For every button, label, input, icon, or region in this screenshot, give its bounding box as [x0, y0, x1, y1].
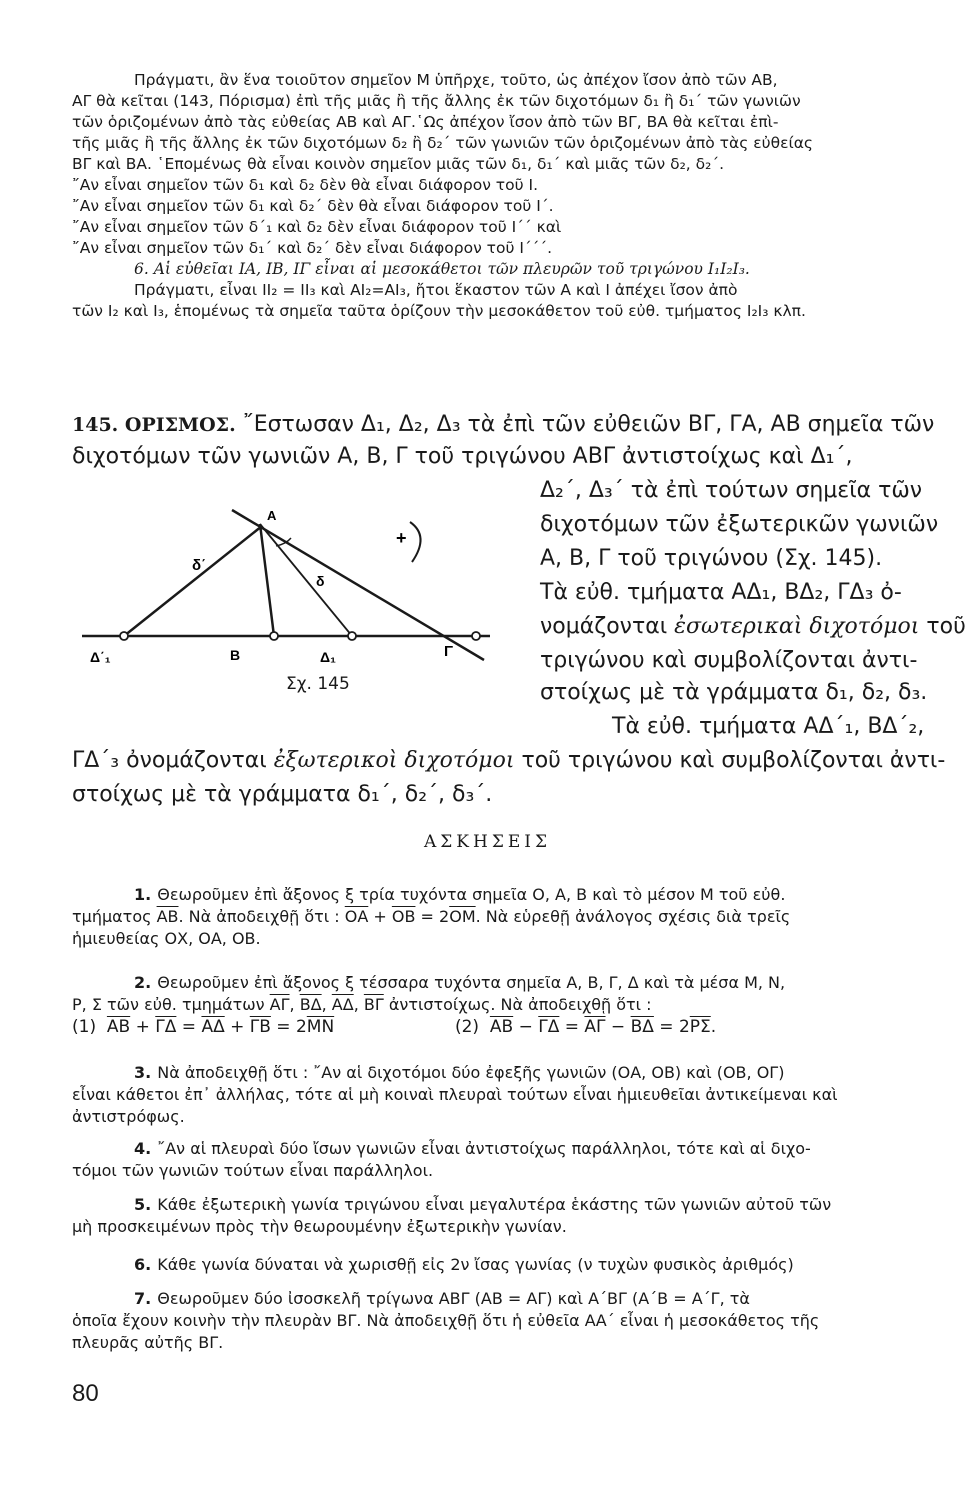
exercise-number: 1.: [134, 885, 152, 904]
text-line: τῆς μιᾶς ἢ τῆς ἄλλης ἐκ τῶν διχοτόμων δ₂ ἢ δ₂΄ τῶν γωνιῶν τῶν ὁριζομένων ἀπὸ τὰς εὐθείας: [72, 134, 814, 152]
segment: $\overline{OB}$: [391, 907, 416, 926]
exercise-number: 5.: [134, 1195, 152, 1214]
segment: $\overline{A\Delta}$: [331, 995, 354, 1014]
label-delta-prime: δ΄: [192, 557, 207, 574]
text-line: Θεωροῦμεν ἐπὶ ἄξονος ξ τέσσαρα τυχόντα σημεῖα Α, Β, Γ, Δ καὶ τὰ μέσα Μ, Ν,: [157, 973, 786, 992]
exercise-number: 6.: [134, 1255, 152, 1274]
text-line: πλευρᾶς αὐτῆς ΒΓ.: [72, 1333, 224, 1352]
text-line: Κάθε ἐξωτερικὴ γωνία τριγώνου εἶναι μεγαλυτέρα ἑκάστης τῶν γωνιῶν αὐτοῦ τῶν: [157, 1195, 832, 1214]
text-line: τῶν ὁριζομένων ἀπὸ τὰς εὐθείας ΑΒ καὶ ΑΓ.῾Ως ἀπέχον ἴσον ἀπὸ τῶν ΒΓ, ΒΑ θὰ κεῖται ἐπὶ-: [72, 113, 779, 131]
text-line: ῎Αν αἱ πλευραὶ δύο ἴσων γωνιῶν εἶναι ἀντιστοίχως παράλληλοι, τότε καὶ αἱ διχο-: [157, 1139, 811, 1158]
segment: $\overline{AB}$: [156, 907, 179, 926]
text-line: [540, 612, 968, 642]
text-line: Κάθε γωνία δύναται νὰ χωρισθῇ εἰς 2ν ἴσας γωνίας (ν τυχὼν φυσικὸς ἀριθμός): [157, 1255, 794, 1274]
text-line: ἀντιστρόφως.: [72, 1107, 185, 1126]
text-line: στοίχως μὲ τὰ γράμματα δ₁΄, δ₂΄, δ₃΄.: [72, 782, 493, 807]
segment: $\overline{\Gamma\Delta}$: [155, 1017, 177, 1037]
text-line: ἡμιευθείας ΟΧ, ΟΑ, ΟΒ.: [72, 929, 261, 948]
exercise-3: [72, 1062, 968, 1128]
text-span: ἀντιστοίχως. Νὰ ἀποδειχθῇ ὅτι :: [383, 995, 652, 1014]
exercise-2: 2. Θεωροῦμεν ἐπὶ ἄξονος ξ τέσσαρα τυχόντα σημεῖα Α, Β, Γ, Δ καὶ τὰ μέσα Μ, Ν, Ρ, Σ τῶν εὐθ. τμημάτων $\overline{A\Gamma}$, $\overline{B\Delta}$, $\overline{A\Delta}$, $\overline{B\Gamma}$ ἀντιστοίχως. Νὰ ἀποδειχθῇ ὅτι : (1) $\overline{AB} + \overline{\Gamma\Delta} = \overline{A\Delta} + \overline{\Gamma B} = 2\overline{MN}$ (2) $\overline{AB} - \overline{\Gamma\Delta} = \overline{A\Gamma} - \overline{B\Delta} = 2\overline{P\Sigma}$.: [72, 973, 786, 1037]
text-span: τοῦ τριγώνου καὶ συμβολίζονται ἀντι-: [514, 748, 946, 773]
point-g: [472, 632, 480, 640]
text-line: ΒΓ καὶ ΒΑ. ῾Επομένως θὰ εἶναι κοινὸν σημεῖον μιᾶς τῶν δ₁, δ₁΄ καὶ μιᾶς τῶν δ₂, δ₂΄.: [72, 155, 725, 173]
text-span: νομάζονται: [540, 614, 675, 639]
segment: $\overline{B\Delta}$: [299, 995, 322, 1014]
label-delta: δ: [316, 573, 325, 589]
exercise-7: [72, 1288, 968, 1354]
formula-number: (2): [454, 1017, 480, 1037]
definition-heading: 145. ΟΡΙΣΜΟΣ.: [72, 414, 236, 436]
text-span: = 2: [415, 907, 450, 926]
segment: $\overline{P\Sigma}$: [689, 1017, 711, 1037]
text-span: τμήματος: [72, 907, 157, 926]
point-d1: [348, 632, 356, 640]
text-span: τοῦ: [919, 614, 966, 639]
text-line: ὁποῖα ἔχουν κοινὴν τὴν πλευρὰν ΒΓ. Νὰ ἀποδειχθῇ ὅτι ἡ εὐθεῖα ΑΑ΄ εἶναι ἡ μεσοκάθετος τῆς: [72, 1311, 820, 1330]
text-line: Θεωροῦμεν δύο ἰσοσκελῆ τρίγωνα ΑΒΓ (ΑΒ = ΑΓ) καὶ Α΄ΒΓ (Α΄Β = Α΄Γ, τὰ: [157, 1289, 750, 1308]
text-line: τόμοι τῶν γωνιῶν τούτων εἶναι παράλληλοι.: [72, 1161, 434, 1180]
exercises-title: ΑΣΚΗΣΕΙΣ: [424, 832, 551, 852]
text-line: Πράγματι, ἂν ἕνα τοιοῦτον σημεῖον Μ ὑπῆρχε, τοῦτο, ὡς ἀπέχον ἴσον ἀπὸ τῶν ΑΒ,: [134, 71, 778, 89]
orientation-arrow-icon: [410, 522, 421, 562]
text-line: τῶν Ι₂ καὶ Ι₃, ἑπομένως τὰ σημεῖα ταῦτα ὁρίζουν τὴν μεσοκάθετον τοῦ εὐθ. τμήματος Ι₂Ι₃ κλπ.: [72, 302, 806, 320]
text-span: . Νὰ ἀποδειχθῇ ὅτι :: [178, 907, 345, 926]
side-ab: [260, 524, 274, 636]
label-d1-prime: Δ΄₁: [90, 649, 111, 665]
text-line: ῎Αν εἶναι σημεῖον τῶν δ΄₁ καὶ δ₂ δὲν εἶναι διάφορον τοῦ Ι΄΄ καὶ: [72, 218, 562, 236]
figure-caption: Σχ. 145: [286, 674, 350, 694]
page-number: 80: [72, 1380, 99, 1407]
segment: $\overline{OM}$: [449, 907, 476, 926]
segment: $\overline{B\Delta}$: [630, 1017, 654, 1037]
segment: $\overline{AB}$: [106, 1017, 131, 1037]
text-span: +: [368, 907, 392, 926]
internal-bisector: [260, 524, 352, 636]
segment: $\overline{A\Delta}$: [201, 1017, 225, 1037]
text-line: Τὰ εὐθ. τμήματα ΑΔ₁, ΒΔ₂, ΓΔ₃ ὀ-: [540, 580, 902, 605]
point-b: [270, 632, 278, 640]
proof-paragraph: [72, 70, 968, 322]
text-line: μὴ προσκειμένων πρὸς τὴν θεωρουμένην ἐξωτερικὴν γωνίαν.: [72, 1217, 567, 1236]
text-span: . Νὰ εὑρεθῇ ἀνάλογος σχέσις διὰ τρεῖς: [475, 907, 791, 926]
segment: $\overline{AB}$: [489, 1017, 514, 1037]
exercise-5: [72, 1194, 968, 1238]
text-line: εἶναι κάθετοι ἐπ᾿ ἀλλήλας, τότε αἱ μὴ κοιναὶ πλευραὶ τούτων εἶναι ἡμιευθεῖαι ἀντικείμεναι καὶ: [72, 1085, 838, 1104]
exercise-6: [72, 1254, 968, 1276]
exercise-4: [72, 1138, 968, 1182]
figure-145: [72, 500, 492, 710]
exercise-number: 3.: [134, 1063, 152, 1082]
label-b: B: [230, 647, 241, 663]
point-d1p: [120, 632, 128, 640]
text-line: ῎Αν εἶναι σημεῖον τῶν δ₁ καὶ δ₂΄ δὲν θὰ εἶναι διάφορον τοῦ Ι΄.: [72, 197, 554, 215]
text-line: ῎Αν εἶναι σημεῖον τῶν δ₁΄ καὶ δ₂΄ δὲν εἶναι διάφορον τοῦ Ι΄΄΄.: [72, 239, 553, 257]
segment: $\overline{A\Gamma}$: [584, 1017, 606, 1037]
text-line: Δ₂΄, Δ₃΄ τὰ ἐπὶ τούτων σημεῖα τῶν: [540, 478, 923, 503]
term-external-bisectors: ἐξωτερικοὶ διχοτόμοι: [273, 748, 515, 773]
exercise-number: 2.: [134, 973, 152, 992]
text-line: τριγώνου καὶ συμβολίζονται ἀντι-: [540, 648, 918, 673]
text-line: Πράγματι, εἶναι ΙΙ₂ = ΙΙ₃ καὶ ΑΙ₂=ΑΙ₃, ἤτοι ἕκαστον τῶν Α καὶ Ι ἀπέχει ἴσον ἀπὸ: [134, 281, 738, 299]
text-span: Ρ, Σ τῶν εὐθ. τμημάτων: [72, 995, 270, 1014]
text-line: ΑΓ θὰ κεῖται (143, Πόρισμα) ἐπὶ τῆς μιᾶς ἢ τῆς ἄλλης ἐκ τῶν διχοτόμων δ₁ ἢ δ₁΄ τῶν γωνιῶν: [72, 92, 801, 110]
label-d1: Δ₁: [320, 649, 336, 665]
text-line: ῎Εστωσαν Δ₁, Δ₂, Δ₃ τὰ ἐπὶ τῶν εὐθειῶν ΒΓ, ΓΑ, ΑΒ σημεῖα τῶν: [242, 412, 935, 437]
text-line: Τὰ εὐθ. τμήματα ΑΔ΄₁, ΒΔ΄₂,: [612, 714, 925, 739]
text-line: Νὰ ἀποδειχθῇ ὅτι : ῎Αν αἱ διχοτόμοι δύο ἐφεξῆς γωνιῶν (ΟΑ, ΟΒ) καὶ (ΟΒ, ΟΓ): [157, 1063, 785, 1082]
text-line: Θεωροῦμεν ἐπὶ ἄξονος ξ τρία τυχόντα σημεῖα Ο, Α, Β καὶ τὸ μέσον Μ τοῦ εὐθ.: [157, 885, 786, 904]
exercise-number: 7.: [134, 1289, 152, 1308]
text-line: ῎Αν εἶναι σημεῖον τῶν δ₁ καὶ δ₂ δὲν θὰ εἶναι διάφορον τοῦ Ι.: [72, 176, 538, 194]
theorem-6: 6. Αἱ εὐθεῖαι ΙΑ, ΙΒ, ΙΓ εἶναι αἱ μεσοκάθετοι τῶν πλευρῶν τοῦ τριγώνου Ι₁Ι₂Ι₃.: [134, 260, 750, 278]
orientation-plus: +: [396, 528, 407, 548]
text-line: διχοτόμων τῶν ἐξωτερικῶν γωνιῶν: [540, 512, 939, 537]
segment: $\overline{B\Gamma}$: [363, 995, 384, 1014]
exercise-number: 4.: [134, 1139, 152, 1158]
text-span: ΓΔ΄₃ ὀνομάζονται: [72, 748, 274, 773]
term-internal-bisectors: ἐσωτερικαὶ διχοτόμοι: [674, 614, 920, 639]
formula-number: (1): [72, 1017, 97, 1037]
external-bisector: [124, 526, 262, 636]
segment: $\overline{OA}$: [344, 907, 369, 926]
text-line: [72, 746, 968, 776]
text-line: διχοτόμων τῶν γωνιῶν Α, Β, Γ τοῦ τριγώνου ΑΒΓ ἀντιστοίχως καὶ Δ₁΄,: [72, 444, 853, 469]
segment: $\overline{A\Gamma}$: [269, 995, 290, 1014]
segment: $\overline{\Gamma\Delta}$: [538, 1017, 560, 1037]
label-a: A: [267, 508, 277, 523]
segment: $\overline{MN}$: [306, 1017, 335, 1037]
label-g: Γ: [444, 643, 454, 660]
segment: $\overline{\Gamma B}$: [249, 1017, 271, 1037]
text-line: Α, Β, Γ τοῦ τριγώνου (Σχ. 145).: [540, 546, 883, 571]
text-line: στοίχως μὲ τὰ γράμματα δ₁, δ₂, δ₃.: [540, 680, 928, 705]
exercise-1: [72, 884, 968, 950]
